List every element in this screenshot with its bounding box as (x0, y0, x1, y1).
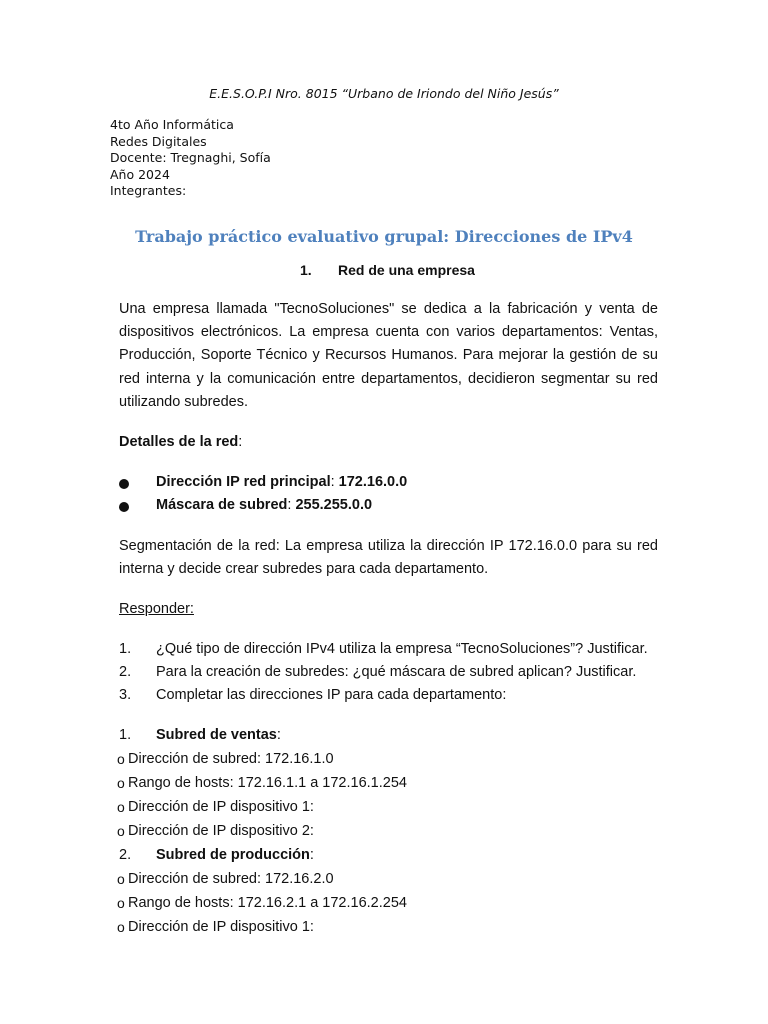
question-number: 2. (119, 664, 132, 680)
question-1: ¿Qué tipo de dirección IPv4 utiliza la empresa “TecnoSoluciones”? Justificar. (156, 641, 648, 657)
meta-teacher: Docente: Tregnaghi, Sofía (110, 150, 271, 165)
bullet-ip-principal (156, 474, 407, 490)
intro-paragraph: Una empresa llamada "TecnoSoluciones" se dedica a la fabricación y venta de dispositivos electrónicos. La empresa cuenta con varios departamentos: Ventas, Producción, Soporte Técnico y Recursos Humanos. Para mejorar la gestión de su red interna y la comunicación entre departamentos, decidieron segmentar su red utilizando subredes. (119, 301, 658, 410)
list-marker-icon: o (117, 823, 125, 839)
subnet-produccion-heading (156, 847, 314, 863)
meta-course: 4to Año Informática (110, 117, 234, 132)
list-marker-icon: o (117, 871, 125, 887)
details-suffix: : (238, 434, 243, 450)
meta-members: Integrantes: (110, 183, 187, 198)
subnet-suffix: : (309, 847, 314, 863)
subnet-ventas-heading (156, 727, 281, 743)
list-marker-icon: o (117, 799, 125, 815)
document-meta (110, 117, 271, 200)
details-heading (119, 434, 242, 450)
meta-subject: Redes Digitales (110, 133, 207, 149)
question-number: 3. (119, 687, 132, 703)
subnet-title: Subred de ventas (156, 727, 277, 743)
subnet-title: Subred de producción (156, 847, 310, 863)
list-marker-icon: o (117, 751, 125, 767)
bullet-icon (119, 479, 129, 489)
list-item: Dirección de subred: 172.16.2.0 (128, 871, 334, 887)
document-title: Trabajo práctico evaluativo grupal: Direcciones de IPv4 (135, 227, 633, 246)
list-item: Rango de hosts: 172.16.2.1 a 172.16.2.254 (128, 895, 407, 911)
bullet-value: 255.255.0.0 (295, 497, 373, 513)
bullet-icon (119, 502, 129, 512)
question-3: Completar las direcciones IP para cada departamento: (156, 687, 507, 703)
list-item: Dirección de IP dispositivo 2: (128, 823, 314, 839)
list-marker-icon: o (117, 775, 125, 791)
bullet-label: Dirección IP red principal (156, 474, 331, 490)
bullet-subnet-mask (156, 497, 372, 513)
list-marker-icon: o (117, 919, 125, 935)
bullet-separator: : (330, 474, 339, 490)
section-title: Red de una empresa (338, 262, 475, 278)
list-item: Dirección de IP dispositivo 1: (128, 799, 314, 815)
bullet-label: Máscara de subred (156, 497, 288, 513)
list-item: Dirección de subred: 172.16.1.0 (128, 751, 334, 767)
question-number: 1. (119, 641, 132, 657)
subnet-number: 1. (119, 727, 132, 743)
bullet-value: 172.16.0.0 (338, 474, 408, 490)
section-number: 1. (300, 262, 312, 278)
segmentation-paragraph: Segmentación de la red: La empresa utiliza la dirección IP 172.16.0.0 para su red interna y decide crear subredes para cada departamento. (119, 538, 658, 578)
subnet-number: 2. (119, 847, 132, 863)
section-heading (300, 262, 475, 278)
bullet-separator: : (287, 497, 296, 513)
details-label: Detalles de la red (119, 434, 239, 450)
respond-heading: Responder: (119, 601, 194, 617)
school-header: E.E.S.O.P.I Nro. 8015 “Urbano de Iriondo del Niño Jesús” (209, 86, 559, 101)
question-2: Para la creación de subredes: ¿qué máscara de subred aplican? Justificar. (156, 664, 637, 680)
list-item: Rango de hosts: 172.16.1.1 a 172.16.1.254 (128, 775, 407, 791)
list-marker-icon: o (117, 895, 125, 911)
subnet-suffix: : (276, 727, 281, 743)
list-item: Dirección de IP dispositivo 1: (128, 919, 314, 935)
meta-year: Año 2024 (110, 166, 170, 182)
